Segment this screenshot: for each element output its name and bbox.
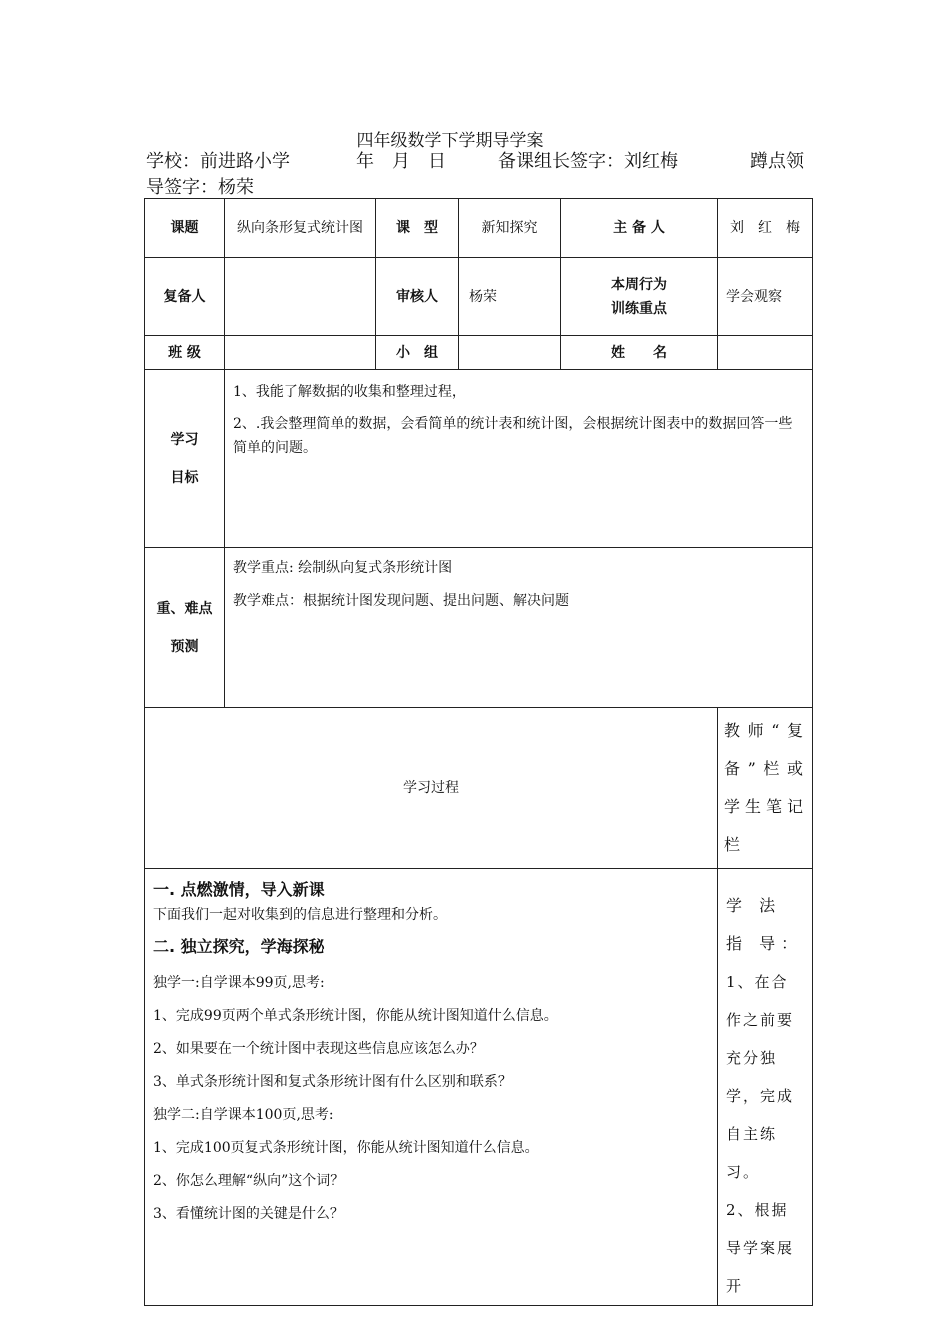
header-line	[146, 149, 810, 175]
topic-label: 课题	[145, 199, 225, 258]
goals-label-line1: 学习	[170, 431, 199, 448]
class-label: 班 级	[145, 336, 225, 370]
type-value: 新知探究	[459, 199, 561, 258]
type-label: 课 型	[376, 199, 459, 258]
content-line: 2、如果要在一个统计图中表现这些信息应该怎么办？	[153, 1041, 484, 1057]
section-heading: 二. 独立探究，学海探秘	[153, 937, 325, 956]
co-preparer-value	[225, 258, 376, 336]
date-field: 年 月 日	[356, 151, 446, 172]
key-points-label-line2: 预测	[170, 638, 199, 655]
notes-column-text: 教师“复备”栏或学生笔记栏	[724, 721, 806, 854]
key-points-content	[225, 548, 813, 708]
point-leader-label: 蹲点领	[750, 151, 804, 172]
content-line: 1、完成99页两个单式条形统计图，你能从统计图知道什么信息。	[153, 1008, 558, 1024]
content-line: 独学二:自学课本100页,思考:	[153, 1107, 334, 1123]
weekly-focus-label	[561, 258, 718, 336]
goals-label	[145, 370, 225, 548]
section-heading: 一. 点燃激情，导入新课	[153, 880, 325, 899]
process-content	[145, 869, 718, 1306]
lesson-table	[144, 198, 813, 1306]
leader-signature: 备课组长签字：刘红梅	[498, 151, 678, 172]
co-preparer-label: 复备人	[145, 258, 225, 336]
study-guide-column	[718, 869, 813, 1306]
group-value	[459, 336, 561, 370]
group-label: 小 组	[376, 336, 459, 370]
main-preparer-label: 主 备 人	[561, 199, 718, 258]
weekly-focus-value: 学会观察	[718, 258, 813, 336]
key-point-item: 教学重点: 绘制纵向复式条形统计图	[233, 560, 453, 576]
name-value	[718, 336, 813, 370]
reviewer-label: 审核人	[376, 258, 459, 336]
goals-content	[225, 370, 813, 548]
process-title: 学习过程	[145, 708, 718, 869]
name-label: 姓 名	[561, 336, 718, 370]
key-point-item: 教学难点：根据统计图发现问题、提出问题、解决问题	[233, 593, 569, 609]
content-line: 3、单式条形统计图和复式条形统计图有什么区别和联系？	[153, 1074, 512, 1090]
key-points-label	[145, 548, 225, 708]
point-leader-signature: 导签字：杨荣	[146, 177, 254, 198]
content-line: 下面我们一起对收集到的信息进行整理和分析。	[153, 907, 447, 923]
goal-item: 1、我能了解数据的收集和整理过程，	[233, 384, 466, 400]
reviewer-value: 杨荣	[459, 258, 561, 336]
study-guide-title: 学 法 指 导：	[726, 896, 804, 953]
study-guide-item: 1、在合作之前要充分独学，完成自主练习。	[726, 973, 795, 1181]
topic-value: 纵向条形复式统计图	[225, 199, 376, 258]
key-points-label-line1: 重、难点	[156, 600, 213, 617]
content-line: 1、完成100页复式条形统计图，你能从统计图知道什么信息。	[153, 1140, 539, 1156]
content-line: 3、看懂统计图的关键是什么？	[153, 1206, 344, 1222]
goal-item: 2、.我会整理简单的数据，会看简单的统计表和统计图，会根据统计图表中的数据回答一些简单的问题。	[233, 416, 793, 456]
content-line: 2、你怎么理解“纵向”这个词？	[153, 1173, 345, 1189]
page-title: 四年级数学下学期导学案	[356, 131, 544, 151]
weekly-focus-label-line1: 本周行为	[611, 276, 667, 293]
content-line: 独学一:自学课本99页,思考:	[153, 975, 325, 991]
school-name: 学校：前进路小学	[146, 151, 290, 172]
main-preparer-value: 刘 红 梅	[718, 199, 813, 258]
weekly-focus-label-line2: 训练重点	[611, 300, 667, 317]
class-value	[225, 336, 376, 370]
goals-label-line2: 目标	[170, 469, 199, 486]
study-guide-item: 2、根据导学案展开	[726, 1201, 795, 1295]
notes-column-header	[718, 708, 813, 869]
